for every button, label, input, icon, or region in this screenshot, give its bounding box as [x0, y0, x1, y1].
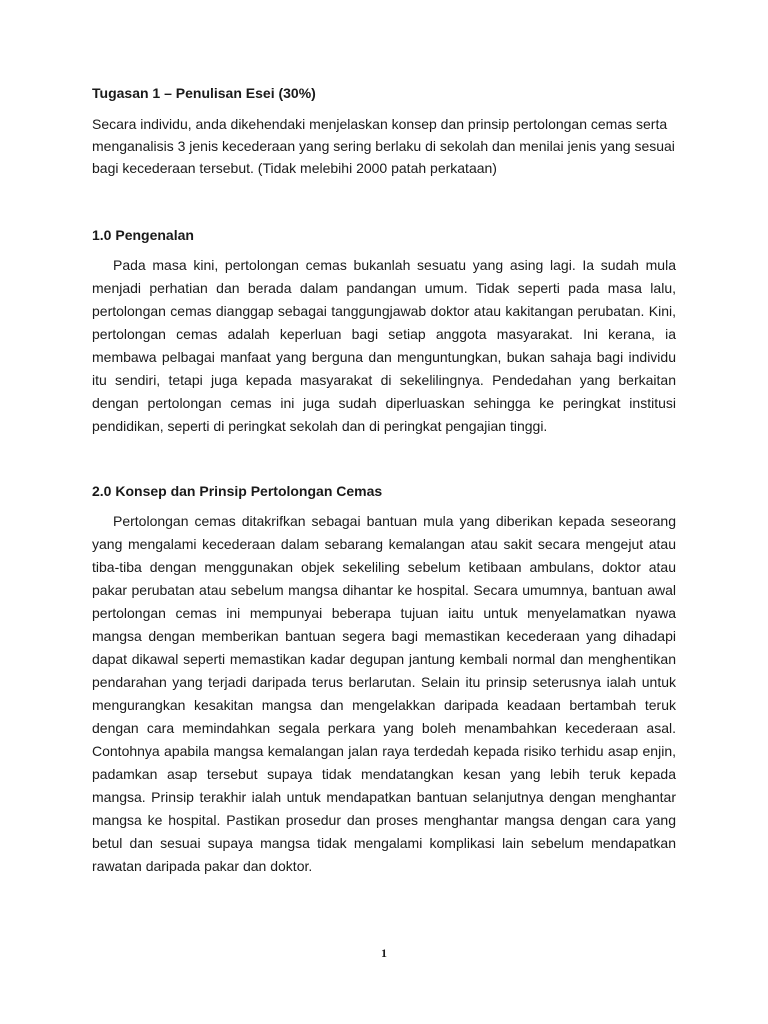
section-heading-introduction: 1.0 Pengenalan: [92, 227, 194, 243]
page-number: 1: [381, 946, 387, 960]
assignment-description: Secara individu, anda dikehendaki menjelaskan konsep dan prinsip pertolongan cemas serta menganalisis 3 jenis kecederaan yang sering berlaku di sekolah dan menilai jenis yang sesuai bagi kecederaan tersebut. (Tidak melebihi 2000 patah perkataan): [92, 116, 675, 176]
section-heading-concept-principles: 2.0 Konsep dan Prinsip Pertolongan Cemas: [92, 483, 383, 499]
section-paragraph-concept-principles: Pertolongan cemas ditakrifkan sebagai bantuan mula yang diberikan kepada seseorang yang mengalami kecederaan dalam sebarang kemalangan atau sakit secara mengejut atau tiba-tiba dengan menggunakan objek sekeliling sebelum ketibaan ambulans, doktor atau pakar perubatan atau sebelum mangsa dihantar ke hospital. Secara umumnya, bantuan awal pertolongan cemas ini mempunyai beberapa tujuan iaitu untuk menyelamatkan nyawa mangsa dengan memberikan bantuan segera bagi memastikan kecederaan yang dihadapi dapat dikawal seperti memastikan kadar degupan jantung kembali normal dan menghentikan pendarahan yang terjadi daripada terus berlarutan. Selain itu prinsip seterusnya ialah untuk mengurangkan kesakitan mangsa dan mengelakkan daripada keadaan bertambah teruk dengan cara memindahkan segala perkara yang boleh menambahkan kecederaan asal. Contohnya apabila mangsa kemalangan jalan raya terdedah kepada risiko terhidu asap enjin, padamkan asap tersebut supaya tidak mendatangkan kesan yang lebih teruk kepada mangsa. Prinsip terakhir ialah untuk mendapatkan bantuan selanjutnya dengan menghantar mangsa ke hospital. Pastikan prosedur dan proses menghantar mangsa dengan cara yang betul dan sesuai supaya mangsa tidak mengalami komplikasi lain sebelum mendapatkan rawatan daripada pakar dan doktor.: [92, 513, 676, 874]
document-page: [92, 82, 676, 878]
assignment-title: Tugasan 1 – Penulisan Esei (30%): [92, 85, 316, 101]
section-paragraph-introduction: Pada masa kini, pertolongan cemas bukanlah sesuatu yang asing lagi. Ia sudah mula menjadi perhatian dan berada dalam pandangan umum. Tidak seperti pada masa lalu, pertolongan cemas dianggap sebagai tanggungjawab doktor atau kakitangan perubatan. Kini, pertolongan cemas adalah keperluan bagi setiap anggota masyarakat. Ini kerana, ia membawa pelbagai manfaat yang berguna dan menguntungkan, bukan sahaja bagi individu itu sendiri, tetapi juga kepada masyarakat di sekelilingnya. Pendedahan yang berkaitan dengan pertolongan cemas ini juga sudah diperluaskan sehingga ke peringkat institusi pendidikan, seperti di peringkat sekolah dan di peringkat pengajian tinggi.: [92, 257, 676, 434]
